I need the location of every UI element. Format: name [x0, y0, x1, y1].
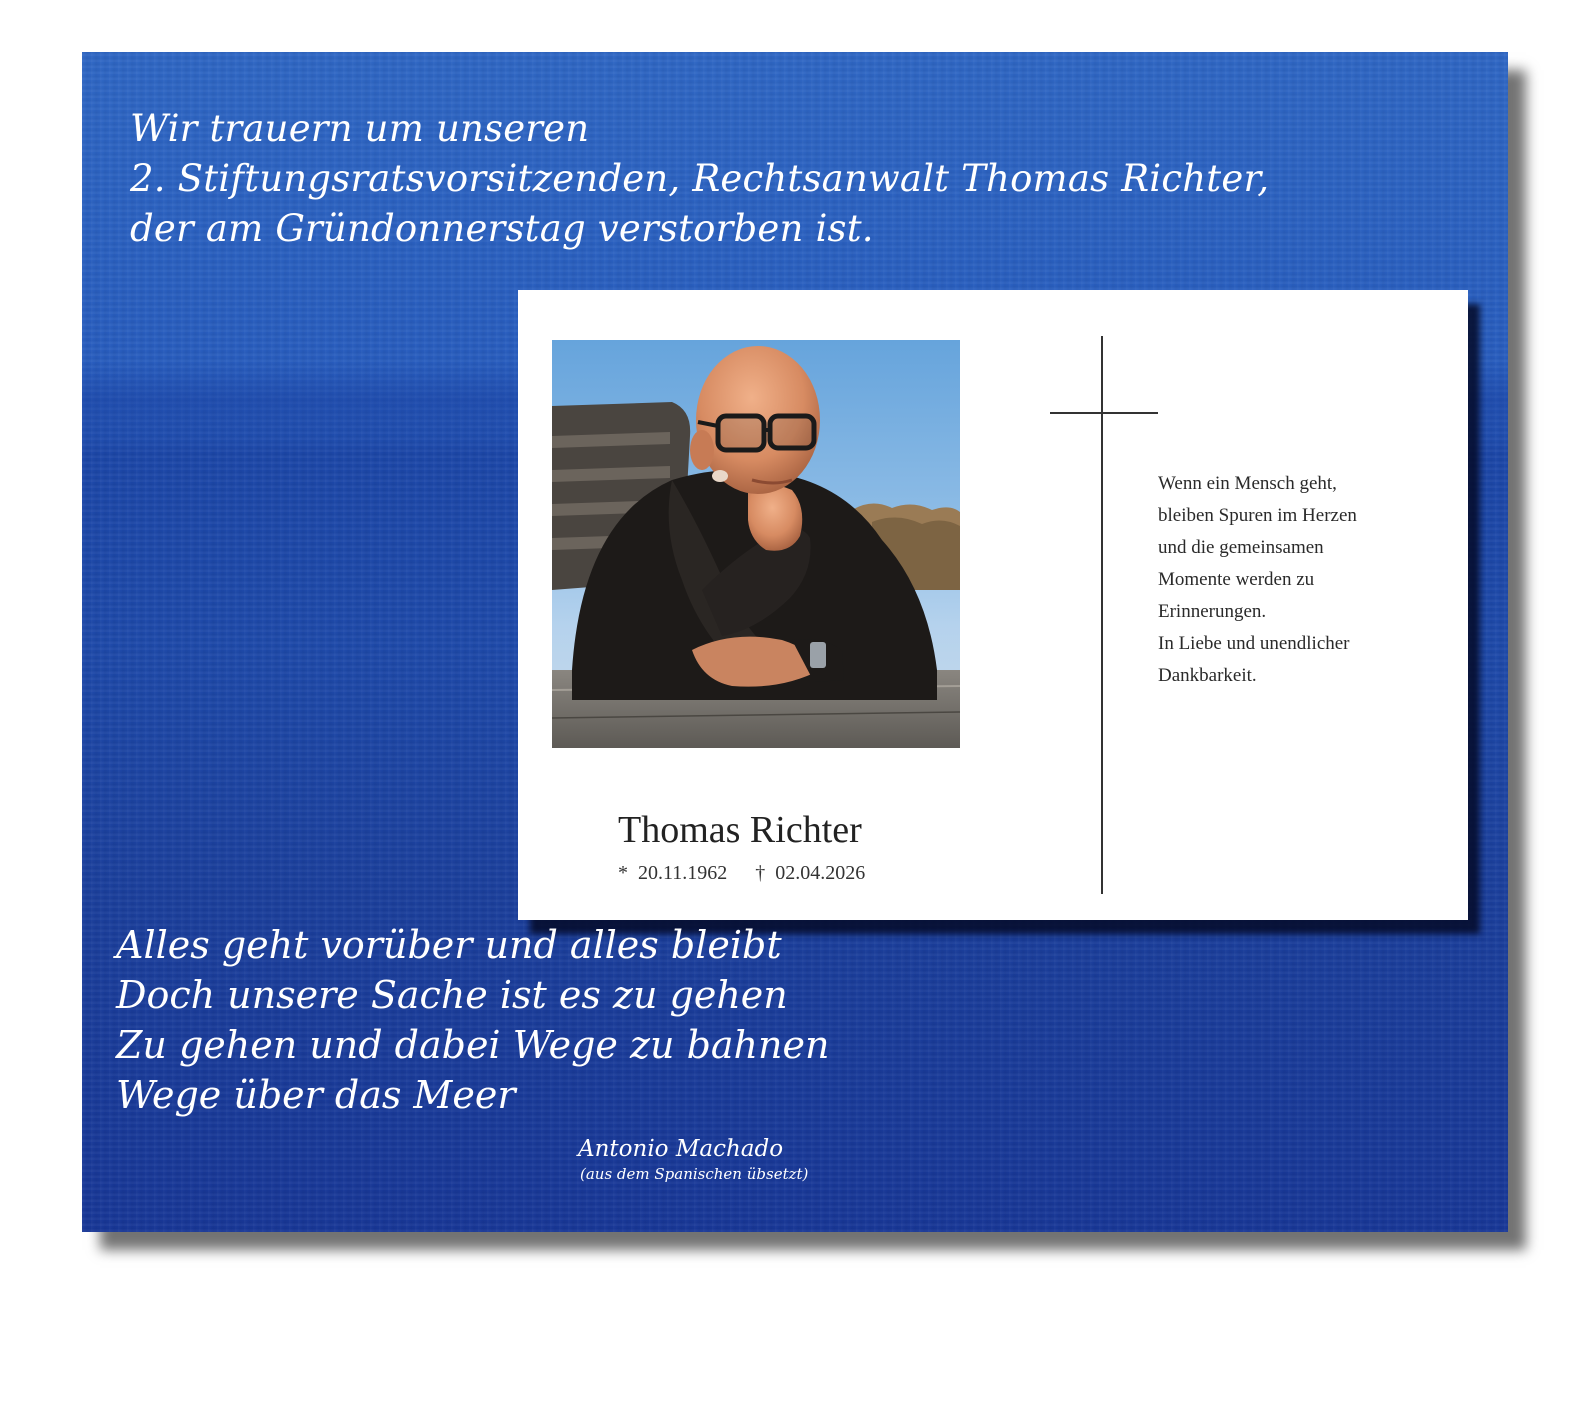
poem-line-4: Wege über das Meer	[116, 1073, 516, 1117]
death-symbol: †	[755, 862, 766, 884]
heading-line-2: 2. Stiftungsratsvorsitzenden, Rechtsanwalt Thomas Richter,	[130, 157, 1270, 200]
birth-symbol: *	[618, 862, 628, 884]
poem-line-3: Zu gehen und dabei Wege zu bahnen	[116, 1023, 830, 1067]
translation-note: (aus dem Spanischen übsetzt)	[580, 1165, 809, 1183]
birth-date: 20.11.1962	[638, 862, 728, 884]
card-quote-line: In Liebe und unendlicher	[1158, 633, 1350, 654]
heading-line-1: Wir trauern um unseren	[130, 107, 590, 150]
card-quote-line: bleiben Spuren im Herzen	[1158, 505, 1357, 526]
cross-icon	[1101, 336, 1103, 894]
memorial-card	[518, 290, 1468, 920]
card-quote-line: Momente werden zu	[1158, 569, 1315, 590]
life-dates	[618, 862, 865, 885]
poem-line-2: Doch unsere Sache ist es zu gehen	[116, 973, 788, 1017]
card-quote-line: Dankbarkeit.	[1158, 665, 1257, 686]
card-quote	[1158, 468, 1357, 692]
card-quote-line: und die gemeinsamen	[1158, 537, 1324, 558]
card-quote-line: Erinnerungen.	[1158, 601, 1267, 622]
memorial-panel	[82, 52, 1508, 1232]
heading-line-3: der am Gründonnerstag verstorben ist.	[130, 207, 874, 250]
cross-icon-bar	[1050, 412, 1158, 414]
deceased-name: Thomas Richter	[618, 809, 862, 851]
card-quote-line: Wenn ein Mensch geht,	[1158, 473, 1337, 494]
poem	[116, 920, 829, 1120]
portrait-photo	[552, 340, 960, 748]
poem-author: Antonio Machado	[578, 1136, 784, 1162]
poem-line-1: Alles geht vorüber und alles bleibt	[116, 923, 782, 967]
death-date: 02.04.2026	[775, 862, 866, 884]
mourning-heading	[130, 104, 1269, 254]
